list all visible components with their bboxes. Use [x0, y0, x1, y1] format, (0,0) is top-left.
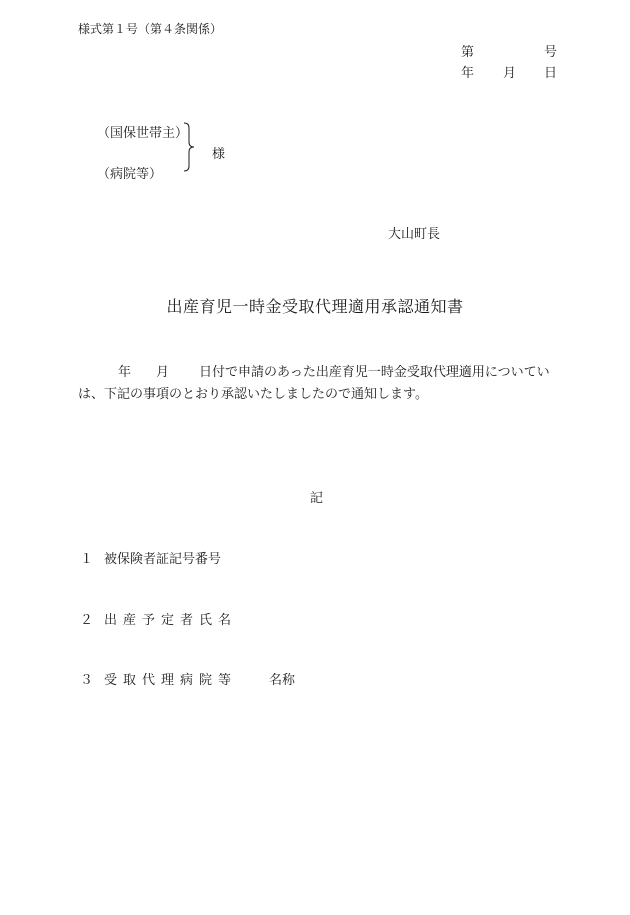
recipient-hospital: （病院等）: [97, 167, 163, 182]
item-label: 受取代理病院等: [104, 673, 238, 688]
body-line-1: [78, 362, 558, 384]
date-year: 年: [461, 66, 475, 81]
body-month: 月: [156, 365, 170, 380]
sender-mayor: 大山町長: [388, 227, 441, 242]
recipient-household-head: （国保世帯主）: [97, 126, 189, 141]
document-title: 出産育児一時金受取代理適用承認通知書: [166, 297, 464, 316]
item-number: １: [80, 552, 94, 567]
item-label: 出産予定者氏名: [104, 613, 238, 628]
item-insurance-number: [80, 548, 221, 567]
curly-brace-icon: [180, 122, 200, 172]
body-paragraph: [78, 362, 558, 406]
body-line-1-text: 日付で申請のあった出産育児一時金受取代理適用についてい: [199, 365, 550, 380]
item-name-label: 名称: [269, 673, 296, 688]
item-number: ２: [80, 613, 94, 628]
honorific-sama: 様: [212, 147, 226, 162]
date-day: 日: [544, 66, 558, 81]
doc-number-prefix: 第: [461, 45, 475, 60]
item-expectant-name: [80, 609, 237, 628]
doc-number-suffix: 号: [544, 45, 558, 60]
item-proxy-hospital: [80, 669, 295, 688]
ki-heading: 記: [310, 491, 324, 506]
item-label: 被保険者証記号番号: [104, 552, 222, 567]
item-number: ３: [80, 673, 94, 688]
body-year: 年: [118, 365, 132, 380]
form-label: 様式第１号（第４条関係）: [78, 22, 223, 36]
body-line-2: は、下記の事項のとおり承認いたしましたので通知します。: [78, 387, 428, 402]
date-month: 月: [503, 66, 517, 81]
